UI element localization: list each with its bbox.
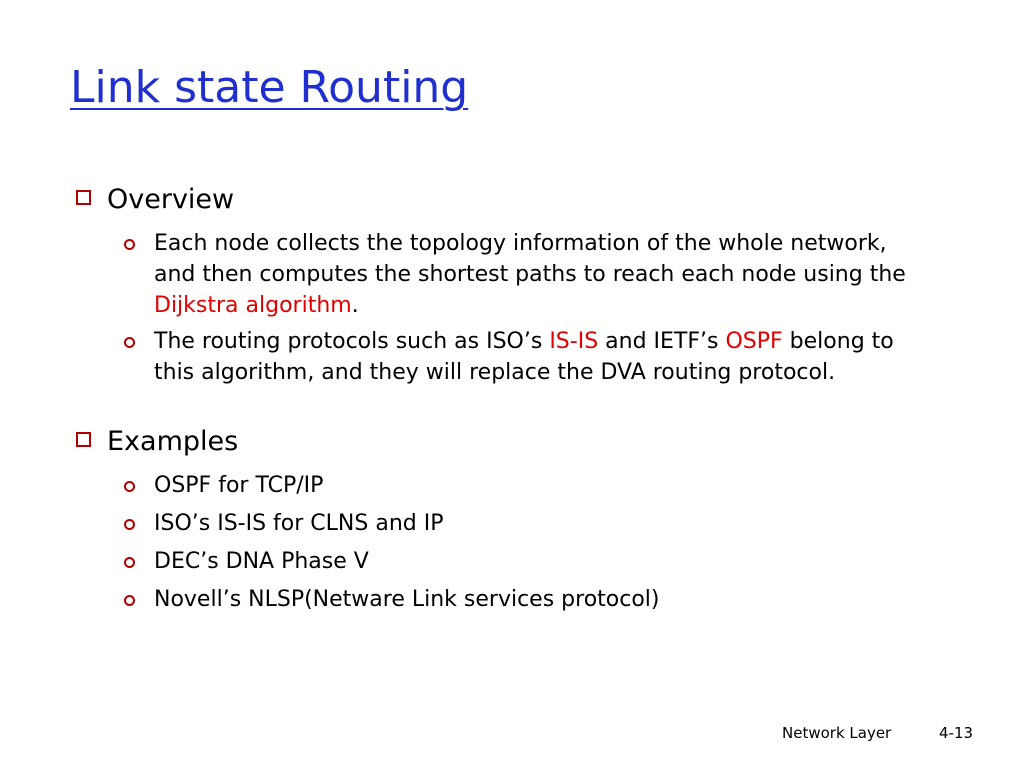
example-item-4 — [124, 584, 924, 615]
overview-item-1-text — [154, 228, 924, 321]
example-item-1 — [124, 470, 924, 501]
text-span: and IETF’s — [598, 329, 726, 354]
circle-bullet-icon — [124, 337, 135, 348]
text-span: belong to this algorithm, and they will replace the DVA routing protocol. — [154, 329, 894, 385]
section-examples — [76, 426, 238, 457]
example-item-text: OSPF for TCP/IP — [154, 473, 324, 498]
highlight-dijkstra: Dijkstra algorithm — [154, 293, 352, 318]
footer-label: Network Layer — [782, 724, 892, 742]
circle-bullet-icon — [124, 595, 135, 606]
overview-item-2-text — [154, 326, 924, 388]
text-span: . — [351, 293, 359, 318]
example-item-text: DEC’s DNA Phase V — [154, 549, 369, 574]
square-bullet-icon — [76, 432, 91, 447]
slide-title: Link state Routing — [70, 62, 469, 113]
example-item-2 — [124, 508, 924, 539]
overview-item-2 — [124, 326, 924, 388]
example-item-text: Novell’s NLSP(Netware Link services protocol) — [154, 587, 660, 612]
text-span: The routing protocols such as ISO’s — [154, 329, 550, 354]
overview-item-1 — [124, 228, 924, 321]
example-item-text: ISO’s IS-IS for CLNS and IP — [154, 511, 444, 536]
page-number: 4-13 — [939, 724, 974, 742]
text-span: Each node collects the topology information of the whole network, and then computes the shortest paths to reach each node using the — [154, 231, 906, 287]
circle-bullet-icon — [124, 557, 135, 568]
circle-bullet-icon — [124, 239, 135, 250]
circle-bullet-icon — [124, 481, 135, 492]
section-examples-label: Examples — [107, 426, 239, 457]
section-overview-label: Overview — [107, 184, 235, 215]
section-overview — [76, 184, 234, 215]
example-item-3 — [124, 546, 924, 577]
square-bullet-icon — [76, 190, 91, 205]
highlight-is-is: IS-IS — [549, 329, 599, 354]
circle-bullet-icon — [124, 519, 135, 530]
highlight-ospf: OSPF — [725, 329, 783, 354]
